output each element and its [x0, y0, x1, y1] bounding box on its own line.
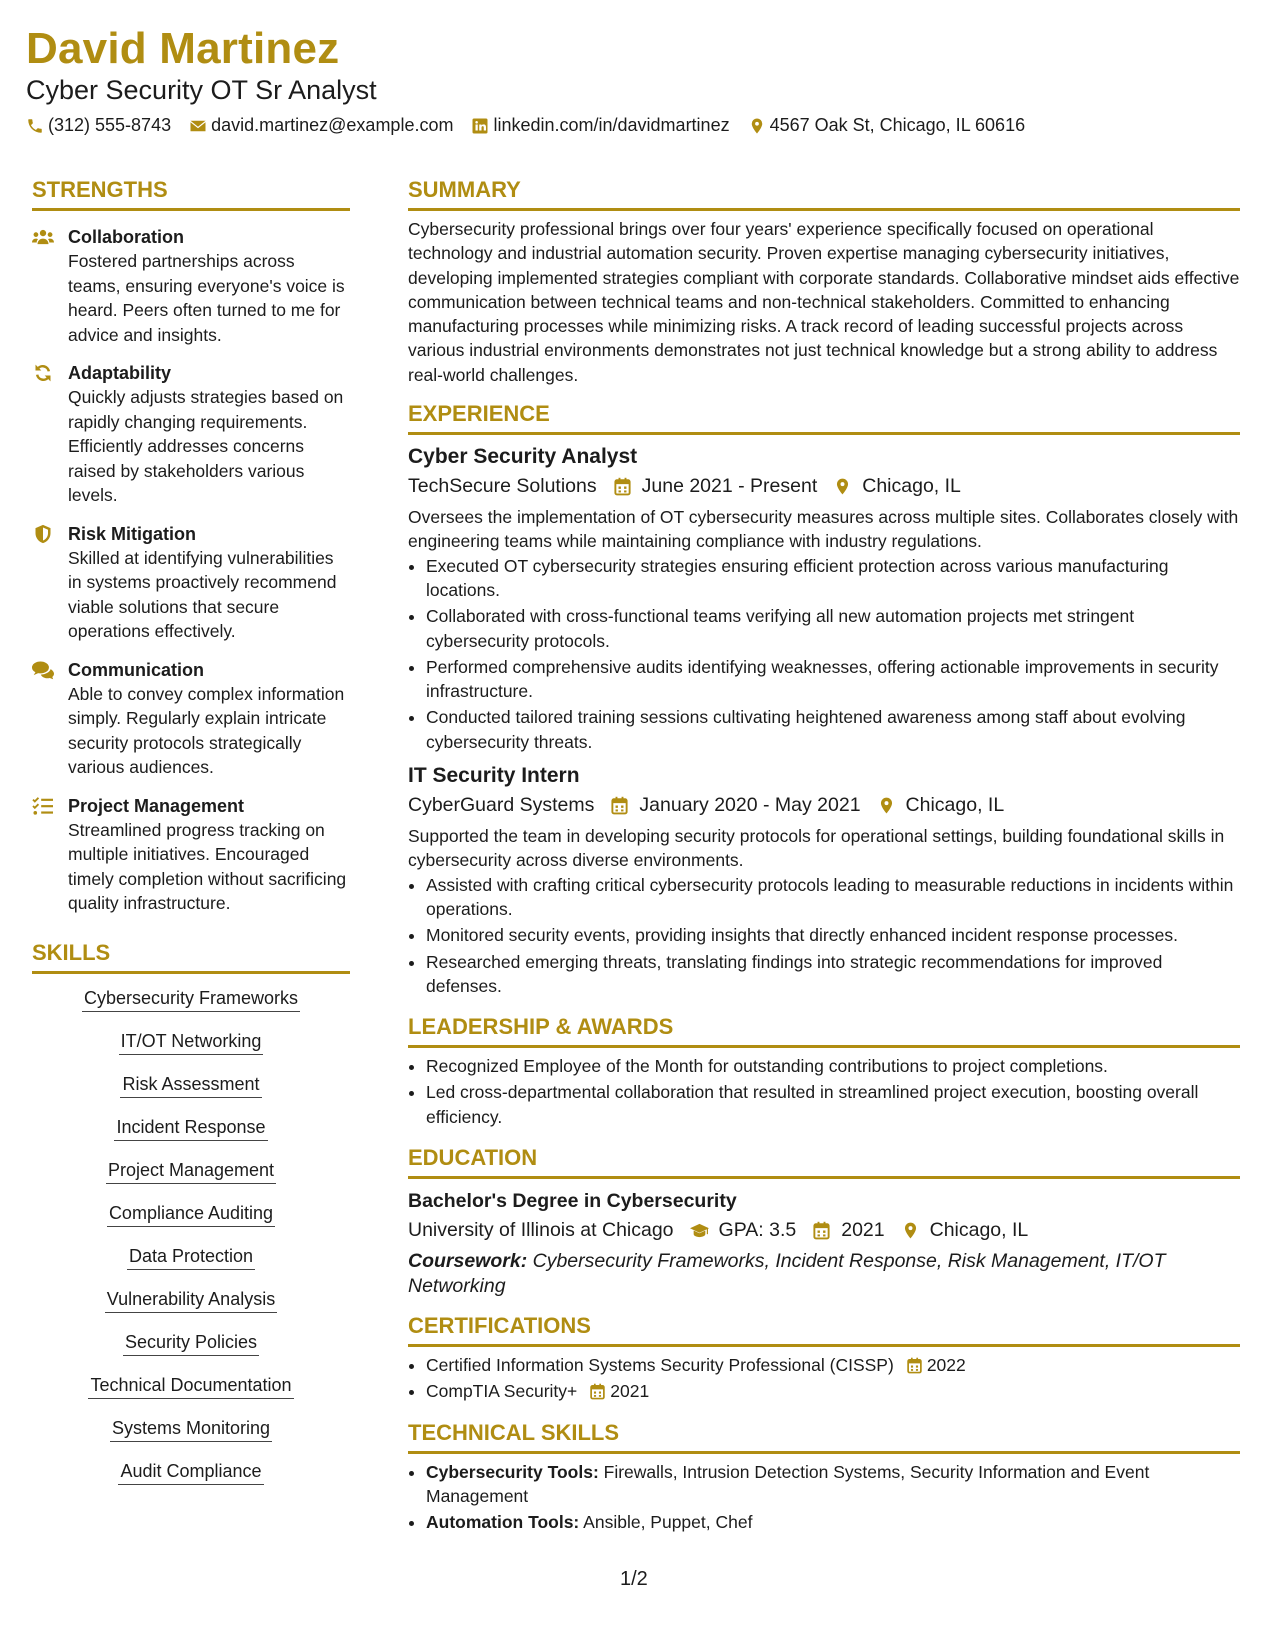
technical-skill-value: Ansible, Puppet, Chef — [583, 1512, 753, 1533]
job-description: Oversees the implementation of OT cybersecurity measures across multiple sites. Collaborates closely with engineering teams while maintaining compliance with industry regulations. — [408, 507, 1239, 552]
skill-item: Systems Monitoring — [32, 1416, 350, 1442]
strength-item — [32, 225, 350, 347]
strength-item — [32, 361, 350, 508]
certification-year: 2021 — [610, 1381, 650, 1402]
address-text: 4567 Oak St, Chicago, IL 60616 — [769, 115, 1026, 135]
company-name: TechSecure Solutions — [408, 475, 597, 498]
chat-icon — [32, 660, 54, 680]
certification-name: • CompTIA Security+ — [426, 1381, 578, 1402]
education-heading: EDUCATION — [408, 1145, 1240, 1179]
skill-item: Technical Documentation — [32, 1373, 350, 1399]
skill-item: Security Policies — [32, 1330, 350, 1356]
strength-title: Communication — [68, 659, 205, 680]
strength-title: Project Management — [68, 795, 245, 816]
strength-desc: Fostered partnerships across teams, ensuring everyone's voice is heard. Peers often turned to me for advice and insights. — [68, 251, 345, 345]
job-dates: June 2021 - Present — [641, 475, 818, 498]
refresh-icon — [32, 363, 54, 383]
strength-desc: Skilled at identifying vulnerabilities in systems proactively recommend viable solutions that secure operations effectively. — [68, 547, 337, 641]
education-location: Chicago, IL — [929, 1219, 1029, 1242]
education-entry — [408, 1187, 1240, 1299]
bullet-item: • Collaborated with cross-functional teams verifying all new automation projects met stringent cybersecurity protocols. — [426, 604, 1240, 653]
experience-entry — [408, 443, 1240, 754]
strength-desc: Able to convey complex information simply. Regularly explain intricate security protocols strategically various audiences. — [68, 683, 345, 777]
gpa-text: GPA: 3.5 — [718, 1219, 797, 1242]
bullet-item: • Conducted tailored training sessions cultivating heightened awareness among staff about evolving cybersecurity threats. — [426, 705, 1240, 754]
technical-skill-label: Automation Tools: — [426, 1512, 580, 1533]
right-column — [408, 177, 1240, 1537]
phone-text: (312) 555-8743 — [48, 115, 172, 135]
calendar-icon — [812, 1221, 831, 1240]
certification-name: • Certified Information Systems Security Professional (CISSP) — [426, 1355, 894, 1376]
envelope-icon — [189, 117, 207, 135]
page-number: 1/2 — [620, 1568, 648, 1590]
bullet-item: • Executed OT cybersecurity strategies ensuring efficient protection across various manufacturing locations. — [426, 554, 1240, 603]
contact-bar — [26, 115, 1043, 136]
strength-desc: Streamlined progress tracking on multiple initiatives. Encouraged timely completion without sacrificing quality infrastructure. — [68, 819, 347, 913]
skill-item: Cybersecurity Frameworks — [32, 986, 350, 1012]
left-column — [32, 177, 350, 1502]
map-pin-icon — [877, 796, 896, 815]
summary-text: Cybersecurity professional brings over four years' experience specifically focused on operational technology and industrial automation security. Proven expertise managing cybersecurity initiatives, developing implemented strategies compliant with corporate standards. Collaborative mindset aids effective communication between technical teams and non-technical stakeholders. Committed to enhancing manufacturing processes while minimizing risks. A track record of leading successful projects across various industrial environments demonstrates not just technical knowledge but a strong ability to address real-world challenges. — [408, 219, 1240, 385]
education-meta — [408, 1215, 1240, 1245]
skill-item: Audit Compliance — [32, 1459, 350, 1485]
coursework-text: Cybersecurity Frameworks, Incident Response, Risk Management, IT/OT Networking — [408, 1250, 1166, 1298]
calendar-icon — [613, 477, 632, 496]
contact-email[interactable] — [189, 115, 453, 136]
phone-icon — [26, 117, 44, 135]
bullet-item: • Researched emerging threats, translating findings into strategic recommendations for improved defenses. — [426, 950, 1240, 999]
skill-item: Vulnerability Analysis — [32, 1287, 350, 1313]
technical-skill-label: Cybersecurity Tools: — [426, 1461, 599, 1482]
skill-item: Project Management — [32, 1158, 350, 1184]
leadership-bullets — [408, 1054, 1240, 1129]
technical-skill-item — [426, 1460, 1240, 1509]
skills-list — [32, 986, 350, 1485]
certification-year: 2022 — [926, 1355, 966, 1376]
shield-icon — [32, 524, 54, 544]
skill-item: Data Protection — [32, 1244, 350, 1270]
certifications-list — [408, 1353, 1240, 1404]
contact-phone[interactable] — [26, 115, 171, 136]
strength-item — [32, 522, 350, 644]
job-title: IT Security Intern — [408, 764, 580, 788]
leadership-heading: LEADERSHIP & AWARDS — [408, 1014, 1240, 1048]
strength-item — [32, 794, 350, 916]
technical-skills-list — [408, 1460, 1240, 1535]
strength-title: Collaboration — [68, 227, 184, 247]
summary-heading: SUMMARY — [408, 177, 1240, 211]
email-text: david.martinez@example.com — [211, 115, 454, 135]
bullet-item: • Recognized Employee of the Month for outstanding contributions to project completions. — [426, 1054, 1240, 1078]
certification-item — [426, 1379, 1240, 1403]
skill-item: Risk Assessment — [32, 1072, 350, 1098]
checklist-icon — [32, 796, 54, 816]
candidate-name: David Martinez — [26, 24, 340, 73]
candidate-role: Cyber Security OT Sr Analyst — [26, 75, 377, 105]
job-meta — [408, 471, 1240, 501]
job-meta — [408, 790, 1240, 820]
coursework — [408, 1249, 1240, 1299]
calendar-icon — [589, 1383, 606, 1400]
bullet-item: • Led cross-departmental collaboration that resulted in streamlined project execution, boosting overall efficiency. — [426, 1080, 1240, 1129]
contact-address — [748, 115, 1026, 136]
company-name: CyberGuard Systems — [408, 794, 595, 817]
graduation-year: 2021 — [841, 1219, 885, 1242]
skills-heading: SKILLS — [32, 940, 350, 974]
skill-item: IT/OT Networking — [32, 1029, 350, 1055]
linkedin-text: linkedin.com/in/davidmartinez — [493, 115, 730, 135]
technical-skill-value: Firewalls, Intrusion Detection Systems, Security Information and Event Management — [426, 1461, 1150, 1506]
users-icon — [32, 227, 54, 247]
skill-item: Compliance Auditing — [32, 1201, 350, 1227]
certification-item — [426, 1353, 1240, 1377]
strength-title: Adaptability — [68, 363, 172, 383]
experience-heading: EXPERIENCE — [408, 401, 1240, 435]
job-bullets — [408, 554, 1240, 754]
strength-desc: Quickly adjusts strategies based on rapidly changing requirements. Efficiently addresses concerns raised by stakeholders various levels. — [68, 387, 344, 505]
contact-linkedin[interactable] — [471, 115, 729, 136]
graduation-cap-icon — [690, 1221, 709, 1240]
job-location: Chicago, IL — [905, 794, 1005, 817]
school-name: University of Illinois at Chicago — [408, 1219, 674, 1242]
technical-skill-item — [426, 1510, 1240, 1534]
strength-item — [32, 658, 350, 780]
job-description: Supported the team in developing security protocols for operational settings, building foundational skills in cybersecurity across diverse environments. — [408, 826, 1225, 871]
map-pin-icon — [833, 477, 852, 496]
job-dates: January 2020 - May 2021 — [639, 794, 861, 817]
strengths-heading: STRENGTHS — [32, 177, 350, 211]
experience-entry — [408, 762, 1240, 998]
map-pin-icon — [748, 117, 766, 135]
calendar-icon — [906, 1357, 923, 1374]
degree-title: Bachelor's Degree in Cybersecurity — [408, 1190, 737, 1213]
strength-title: Risk Mitigation — [68, 523, 197, 544]
job-bullets — [408, 873, 1240, 998]
technical-skills-heading: TECHNICAL SKILLS — [408, 1420, 1240, 1454]
skill-item: Incident Response — [32, 1115, 350, 1141]
coursework-label: Coursework: — [408, 1250, 528, 1273]
linkedin-icon — [471, 117, 489, 135]
bullet-item: • Performed comprehensive audits identifying weaknesses, offering actionable improvements in security infrastructure. — [426, 655, 1240, 704]
bullet-item: • Assisted with crafting critical cybersecurity protocols leading to measurable reductions in incidents within operations. — [426, 873, 1240, 922]
calendar-icon — [610, 796, 629, 815]
map-pin-icon — [901, 1221, 920, 1240]
bullet-item: • Monitored security events, providing insights that directly enhanced incident response processes. — [426, 923, 1240, 947]
job-title: Cyber Security Analyst — [408, 445, 638, 469]
job-location: Chicago, IL — [862, 475, 961, 498]
certifications-heading: CERTIFICATIONS — [408, 1313, 1240, 1347]
